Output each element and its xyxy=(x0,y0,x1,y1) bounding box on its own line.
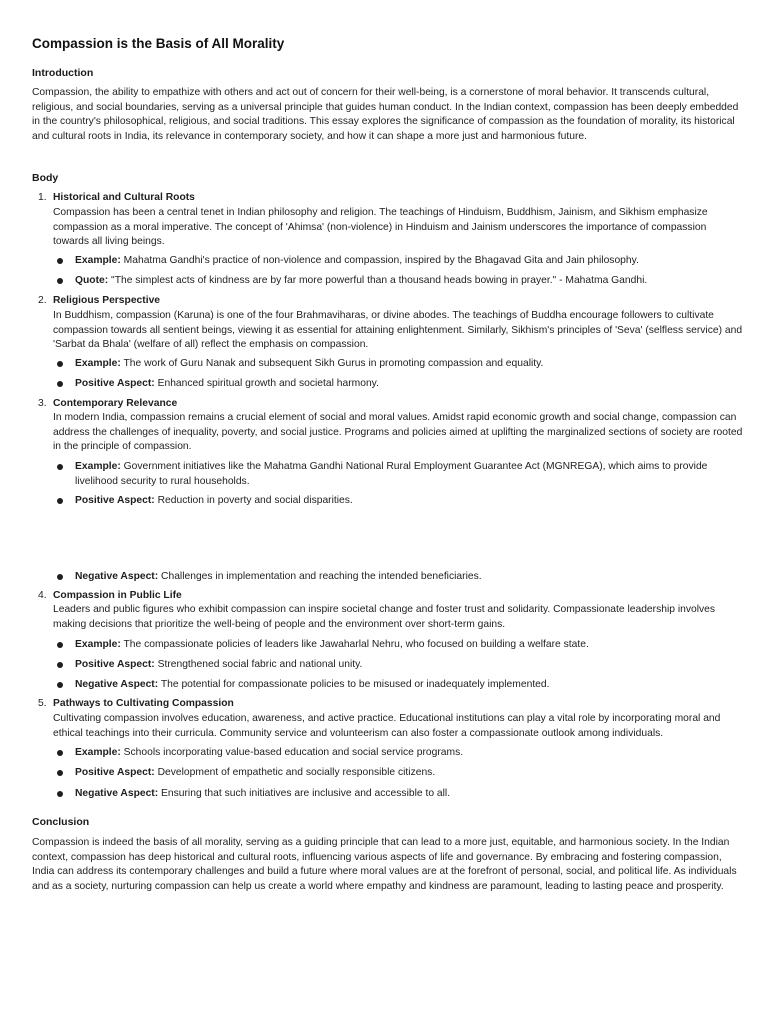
bullet-dot xyxy=(57,574,63,580)
section-2-text: In Buddhism, compassion (Karuna) is one of the four Brahmaviharas, or divine abodes. The teachings of Buddha encourage followers to cultivate compassion towards all sentient beings, viewing it as essential for attaining enlightenment. Similarly, Sikhism's principles of 'Seva' (selfless service) and 'Sarbat da Bhala' (welfare of all) reflect the emphasis on compassion. xyxy=(53,310,743,351)
section-3-title: Contemporary Relevance xyxy=(53,398,178,409)
conclusion-paragraph: Compassion is indeed the basis of all morality, serving as a guiding principle that can lead to a more just, equitable, and harmonious society. In the Indian context, compassion has deep historical and cultural roots, influencing various aspects of life and governance. By embracing and fostering compassion, India can address its contemporary challenges and build a future where moral values are at the forefront of personal, social, and political life. As individuals and as a society, nurturing compassion can help us create a world where empathy and kindness are paramount, leading to lasting peace and prosperity. xyxy=(32,837,737,892)
section-5-bullet-example xyxy=(75,746,745,761)
bullet-label: Positive Aspect: xyxy=(75,659,155,670)
bullet-text: Schools incorporating value-based education and social service programs. xyxy=(120,747,464,758)
bullet-label: Negative Aspect: xyxy=(75,571,159,582)
section-4-bullet-example xyxy=(75,638,745,653)
bullet-dot xyxy=(57,642,63,648)
section-1-bullet-quote xyxy=(75,274,745,289)
section-5-title: Pathways to Cultivating Compassion xyxy=(53,698,234,709)
section-4-title: Compassion in Public Life xyxy=(53,590,182,601)
body-heading: Body xyxy=(32,172,59,184)
section-4-text: Leaders and public figures who exhibit compassion can inspire societal change and foster trust and solidarity. Compassionate leadership involves making decisions that prioritize the well-being of people and the environment over short-term gains. xyxy=(53,604,716,630)
section-3-number: 3. xyxy=(38,398,47,409)
section-5-number: 5. xyxy=(38,698,47,709)
bullet-dot xyxy=(57,464,63,470)
bullet-text: Government initiatives like the Mahatma Gandhi National Rural Employment Guarantee Act (MGNREGA), which aims to provide livelihood security to rural households. xyxy=(75,461,708,487)
section-3-bullet-negative xyxy=(75,570,745,585)
bullet-dot xyxy=(57,258,63,264)
bullet-dot xyxy=(57,791,63,797)
bullet-text: "The simplest acts of kindness are by far more powerful than a thousand heads bowing in prayer." - Mahatma Gandhi. xyxy=(108,275,648,286)
bullet-dot xyxy=(57,770,63,776)
bullet-text: Challenges in implementation and reaching the intended beneficiaries. xyxy=(158,571,482,582)
bullet-text: Ensuring that such initiatives are inclusive and accessible to all. xyxy=(158,788,451,799)
bullet-label: Example: xyxy=(75,639,121,650)
bullet-label: Example: xyxy=(75,255,121,266)
section-1-title: Historical and Cultural Roots xyxy=(53,192,195,203)
section-4-number: 4. xyxy=(38,590,47,601)
introduction-paragraph: Compassion, the ability to empathize with others and act out of concern for their well-being, is a cornerstone of moral behavior. It transcends cultural, religious, and social boundaries, serving as a universal principle that guides human conduct. In the Indian context, compassion has been deeply embedded in the country's philosophical, religious, and social traditions. This essay explores the significance of compassion as the foundation of morality, its historical and cultural roots in India, its relevance in contemporary society, and how it can shape a more just and harmonious future. xyxy=(32,87,739,142)
section-3-bullet-positive xyxy=(75,494,745,509)
section-1-bullet-example xyxy=(75,254,745,269)
section-5-bullet-positive xyxy=(75,766,745,781)
section-3-bullet-example xyxy=(75,460,745,489)
section-2-bullet-positive xyxy=(75,377,745,392)
document-title: Compassion is the Basis of All Morality xyxy=(32,36,285,51)
bullet-dot xyxy=(57,498,63,504)
bullet-label: Negative Aspect: xyxy=(75,679,159,690)
section-1-number: 1. xyxy=(38,192,47,203)
introduction-heading: Introduction xyxy=(32,67,94,79)
bullet-label: Positive Aspect: xyxy=(75,495,155,506)
section-5-bullet-negative xyxy=(75,787,745,802)
section-4-bullet-negative xyxy=(75,678,745,693)
bullet-dot xyxy=(57,750,63,756)
section-2-bullet-example xyxy=(75,357,745,372)
bullet-text: Strengthened social fabric and national unity. xyxy=(154,659,363,670)
bullet-dot xyxy=(57,361,63,367)
section-5-text: Cultivating compassion involves education, awareness, and active practice. Educational institutions can play a vital role by incorporating moral and ethical teachings into their curricula. Community service and volunteerism can also foster a compassionate outlook among individuals. xyxy=(53,713,721,739)
section-4-bullet-positive xyxy=(75,658,745,673)
section-2-number: 2. xyxy=(38,295,47,306)
bullet-label: Example: xyxy=(75,358,121,369)
bullet-label: Example: xyxy=(75,461,121,472)
bullet-label: Example: xyxy=(75,747,121,758)
conclusion-heading: Conclusion xyxy=(32,816,90,828)
section-2-title: Religious Perspective xyxy=(53,295,161,306)
bullet-dot xyxy=(57,662,63,668)
bullet-text: The work of Guru Nanak and subsequent Sikh Gurus in promoting compassion and equality. xyxy=(120,358,544,369)
bullet-dot xyxy=(57,278,63,284)
section-1-text: Compassion has been a central tenet in Indian philosophy and religion. The teachings of Hinduism, Buddhism, Jainism, and Sikhism emphasize compassion as a moral imperative. The concept of 'Ahimsa' (non-violence) in Hinduism and Jainism underscores the importance of compassion towards all living beings. xyxy=(53,207,708,248)
section-3-text: In modern India, compassion remains a crucial element of social and moral values. Amidst rapid economic growth and social change, compassion can address the challenges of inequality, poverty, and social justice. Programs and policies aimed at uplifting the marginalized sections of society are rooted in the principle of compassion. xyxy=(53,412,743,453)
bullet-label: Positive Aspect: xyxy=(75,378,155,389)
bullet-text: Enhanced spiritual growth and societal harmony. xyxy=(154,378,379,389)
bullet-label: Quote: xyxy=(75,275,109,286)
bullet-text: Mahatma Gandhi's practice of non-violence and compassion, inspired by the Bhagavad Gita and Jain philosophy. xyxy=(120,255,639,266)
bullet-dot xyxy=(57,682,63,688)
bullet-label: Positive Aspect: xyxy=(75,767,155,778)
bullet-text: The compassionate policies of leaders like Jawaharlal Nehru, who focused on building a welfare state. xyxy=(120,639,589,650)
bullet-text: Reduction in poverty and social disparities. xyxy=(154,495,353,506)
bullet-label: Negative Aspect: xyxy=(75,788,159,799)
bullet-dot xyxy=(57,381,63,387)
bullet-text: The potential for compassionate policies to be misused or inadequately implemented. xyxy=(158,679,550,690)
bullet-text: Development of empathetic and socially responsible citizens. xyxy=(154,767,436,778)
